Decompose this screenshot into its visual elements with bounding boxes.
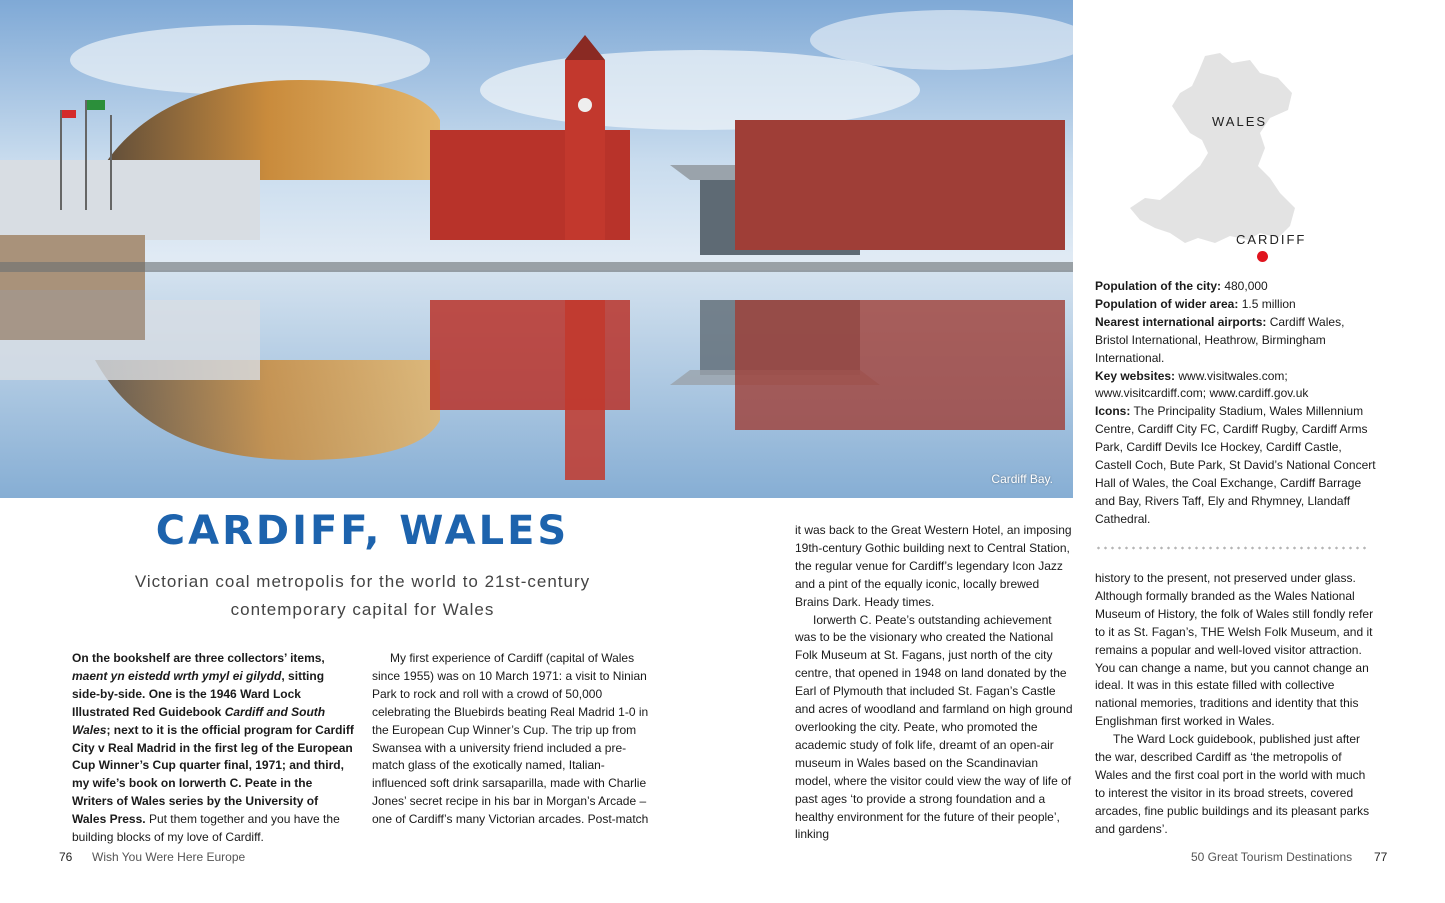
fact-label: Icons: bbox=[1095, 404, 1131, 419]
body-paragraph: Iorwerth C. Peate’s outstanding achievement was to be the visionary who created the National Folk Museum at St. Fagans, just north of the city centre, that opened in 1948 on land donated by the Earl of Plymouth that included St. Fagan’s Castle and acres of woodland and farmland on high ground overlooking the city. Peate, who promoted the academic study of folk life, dreamt of an open-air museum in Wales based on the Scandinavian model, where the visitor could view the way of life of past ages ‘to provide a strong foundation and a healthy environment for the future of their people’, linking bbox=[795, 612, 1073, 842]
fact-value: The Principality Stadium, Wales Millennium Centre, Cardiff City FC, Cardiff Rugby, Cardiff Arms Park, Cardiff Devils Ice Hockey, Cardiff Castle, Castell Coch, Bute Park, St David’s National Concert Hall of Wales, the Coal Exchange, Cardiff Barrage and Bay, Rivers Taff, Ely and Rhymney, Llandaff Cathedral. bbox=[1095, 404, 1376, 526]
fact-label: Nearest international airports: bbox=[1095, 314, 1267, 329]
intro-text-f: Put them together and you have the building blocks of my love of Cardiff. bbox=[72, 812, 340, 845]
fact-value: 1.5 million bbox=[1238, 296, 1296, 311]
body-paragraph: it was back to the Great Western Hotel, an imposing 19th-century Gothic building next to Central Station, the regular venue for Cardiff’s legendary Icon Jazz and a pint of the equally iconic, locally brewed Brains Dark. Heady times. bbox=[795, 523, 1072, 609]
article-subtitle: Victorian coal metropolis for the world to 21st-century contemporary capital for Wales bbox=[134, 572, 591, 619]
body-paragraph: history to the present, not preserved under glass. Although formally branded as the Wales National Museum of History, the folk of Wales still fondly refer to it as St. Fagan’s, THE Welsh Folk Museum, and it remains a popular and well-loved visitor attraction. You can change a name, but you cannot change an ideal. It was in this estate filled with collective national memories, traditions and identity that this Englishman first worked in Wales. bbox=[1095, 571, 1374, 729]
cardiff-bay-photo bbox=[0, 0, 1073, 498]
right-page-number: 77 bbox=[1374, 850, 1388, 864]
fact-value: www.visitwales.com; www.visitcardiff.com; www.cardiff.gov.uk bbox=[1095, 368, 1309, 401]
fact-value: 480,000 bbox=[1221, 279, 1268, 293]
intro-welsh-phrase: maent yn eistedd wrth ymyl ei gilydd bbox=[72, 668, 282, 683]
fact-label: Population of the city: bbox=[1095, 279, 1221, 293]
fact-population-city bbox=[1095, 278, 1380, 296]
fact-value: Cardiff Wales, Bristol International, Heathrow, Birmingham International. bbox=[1095, 314, 1345, 365]
photo-caption: Cardiff Bay. bbox=[991, 472, 1053, 486]
facts-box bbox=[1095, 278, 1380, 529]
intro-guidebook-title: Cardiff and South Wales bbox=[72, 704, 326, 737]
intro-text-a: On the bookshelf are three collectors’ items, bbox=[72, 651, 325, 665]
article-column-2 bbox=[372, 650, 654, 829]
body-paragraph: The Ward Lock guidebook, published just after the war, described Cardiff as ‘the metropolis of Wales and the first coal port in the world with much to interest the visitor in its broad streets, covered arcades, fine public buildings and its pleasant parks and gardens’. bbox=[1095, 732, 1370, 836]
wales-map bbox=[1120, 48, 1310, 273]
intro-text-e: ; next to it is the official program for Cardiff City v Real Madrid in the first leg of the European Cup Winner’s Cup quarter final, 1971; and third, my wife’s book on Iorwerth C. Peate in the Writers of Wales series by the University of Wales Press. bbox=[72, 722, 354, 827]
fact-label: Population of wider area: bbox=[1095, 296, 1239, 311]
article-column-3 bbox=[795, 522, 1075, 844]
fact-websites bbox=[1095, 368, 1380, 404]
dotted-divider bbox=[1095, 546, 1370, 550]
left-running-footer: Wish You Were Here Europe bbox=[92, 850, 246, 864]
fact-population-area bbox=[1095, 296, 1380, 314]
intro-text-c: , sitting side-by-side. One is the 1946 Ward Lock Illustrated Red Guidebook bbox=[72, 668, 325, 719]
cardiff-marker-icon bbox=[1257, 251, 1268, 262]
right-running-footer: 50 Great Tourism Destinations bbox=[1191, 850, 1353, 864]
fact-label: Key websites: bbox=[1095, 368, 1176, 383]
left-page-number: 76 bbox=[59, 850, 73, 864]
body-paragraph: My first experience of Cardiff (capital of Wales since 1955) was on 10 March 1971: a visit to Ninian Park to rock and roll with a crowd of 50,000 celebrating the Bluebirds beating Real Madrid 1-0 in the European Cup Winner’s Cup. The trip up from Swansea with a university friend included a pre-match glass of the exotically named, Italian-influenced soft drink sarsaparilla, made with Charlie Jones’ secret recipe in his bar in Morgan’s Arcade – one of Cardiff’s many Victorian arcades. Post-match bbox=[372, 651, 649, 827]
article-title: CARDIFF, WALES bbox=[155, 508, 570, 554]
map-label-cardiff: CARDIFF bbox=[1236, 232, 1307, 247]
article-column-1 bbox=[72, 650, 354, 847]
fact-icons bbox=[1095, 403, 1380, 528]
map-label-wales: WALES bbox=[1212, 114, 1268, 129]
cardiff-bay-illustration bbox=[0, 0, 1073, 498]
intro-paragraph bbox=[72, 650, 354, 847]
fact-airports bbox=[1095, 314, 1380, 368]
article-column-4 bbox=[1095, 570, 1375, 839]
